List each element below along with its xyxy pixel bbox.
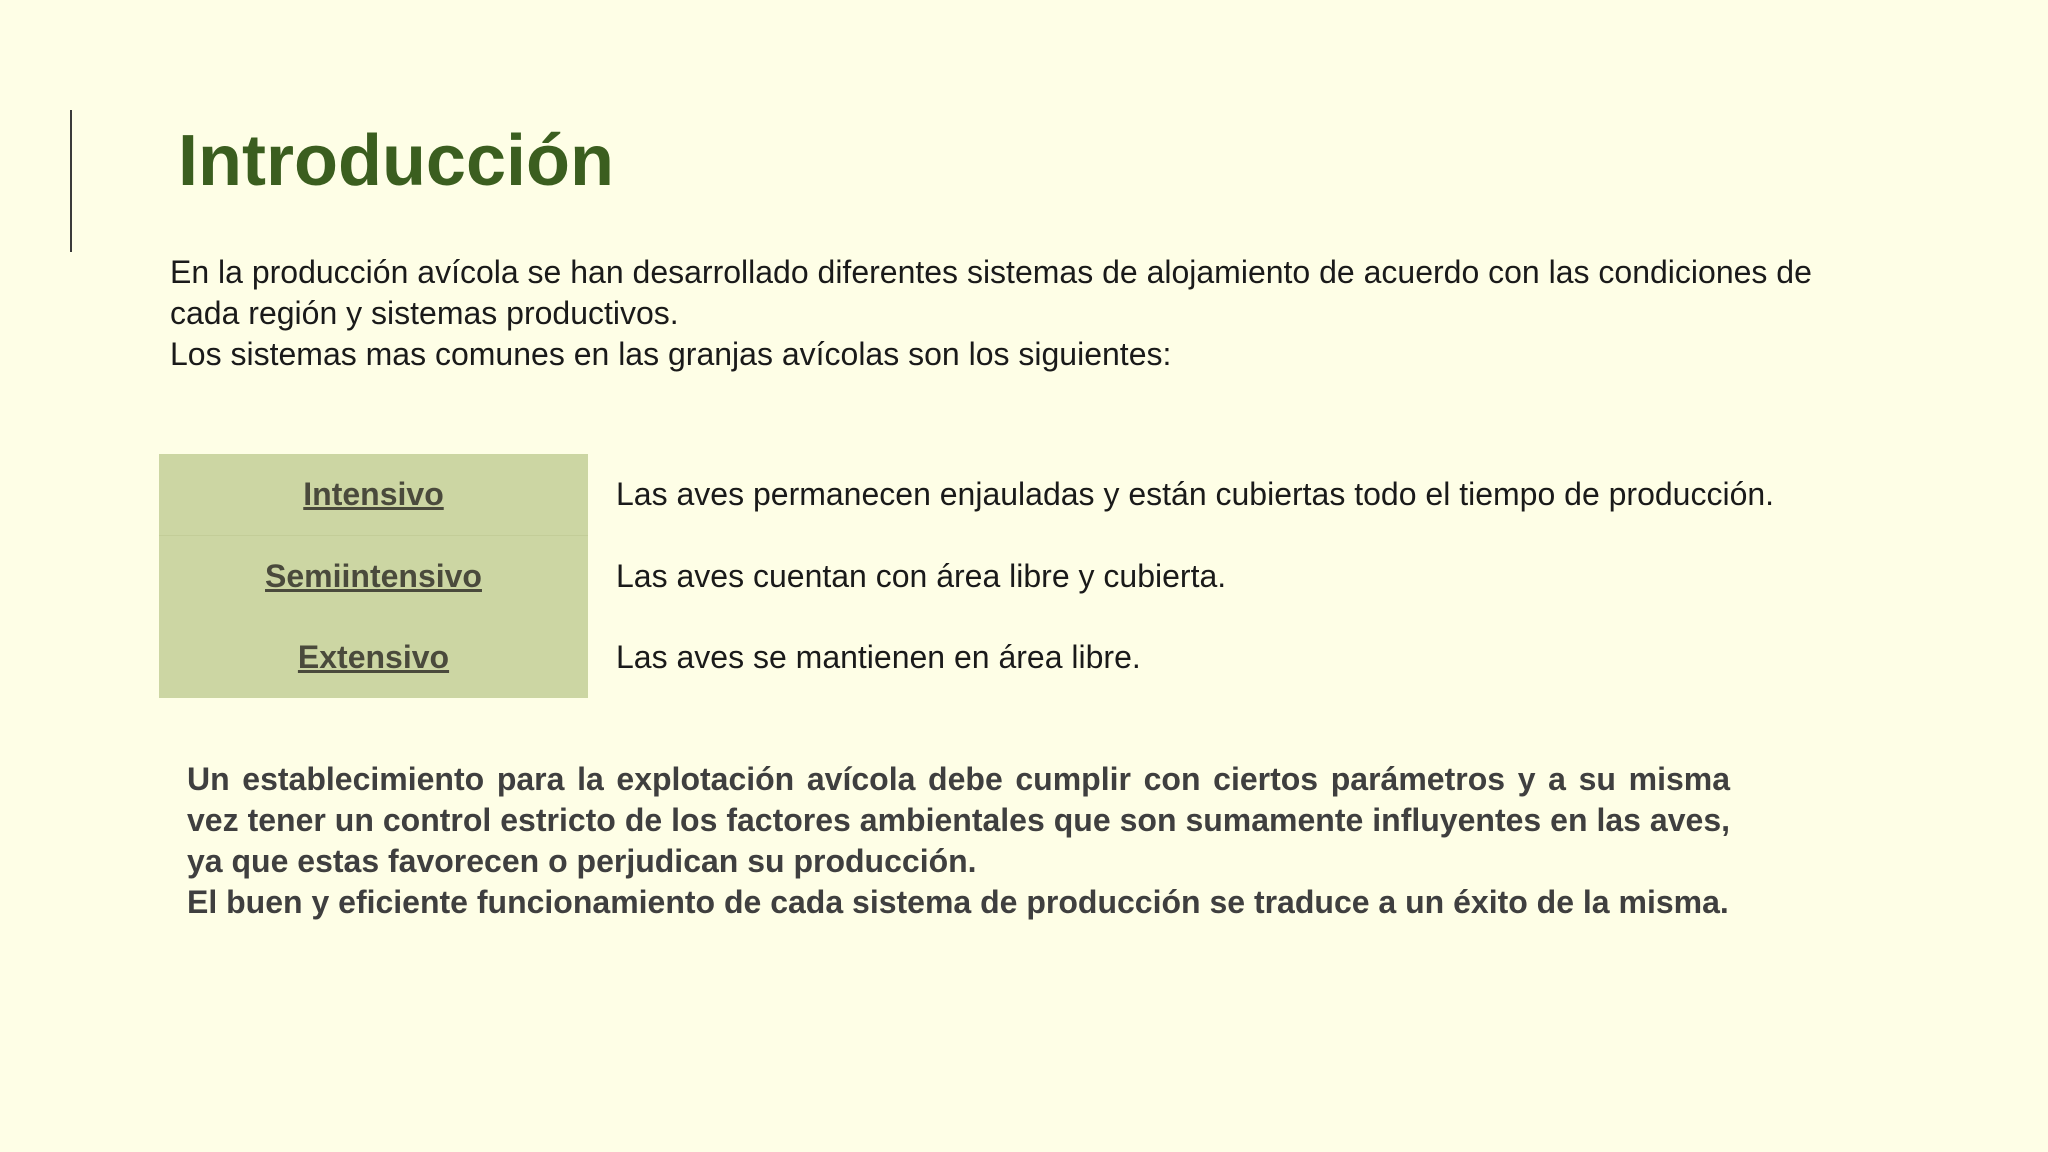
intro-paragraph-1: En la producción avícola se han desarrollado diferentes sistemas de alojamiento de acuerdo con las condiciones de cada región y sistemas productivos. (170, 254, 1812, 331)
intro-text (170, 252, 1890, 375)
system-link-intensivo[interactable]: Intensivo (159, 454, 588, 536)
system-description: Las aves se mantienen en área libre. (616, 639, 1141, 675)
page-title: Introducción (178, 121, 614, 201)
system-description: Las aves permanecen enjauladas y están cubiertas todo el tiempo de producción. (616, 476, 1775, 513)
table-row (159, 454, 1919, 536)
conclusion-paragraph-2: El buen y eficiente funcionamiento de cada sistema de producción se traduce a un éxito de la misma. (187, 884, 1729, 920)
system-description: Las aves cuentan con área libre y cubierta. (616, 557, 1227, 594)
accent-divider (70, 110, 72, 252)
intro-paragraph-2: Los sistemas mas comunes en las granjas avícolas son los siguientes: (170, 336, 1172, 372)
systems-table (159, 454, 1919, 698)
table-row (159, 617, 1919, 698)
system-link-semiintensivo[interactable]: Semiintensivo (159, 536, 588, 618)
conclusion-paragraph-1: Un establecimiento para la explotación avícola debe cumplir con ciertos parámetros y a su misma vez tener un control estricto de los factores ambientales que son sumamente influyentes en las aves, ya que estas favorecen o perjudican su producción. (187, 761, 1730, 879)
table-row (159, 536, 1919, 618)
system-link-extensivo[interactable]: Extensivo (159, 617, 588, 698)
conclusion-text (187, 759, 1730, 923)
